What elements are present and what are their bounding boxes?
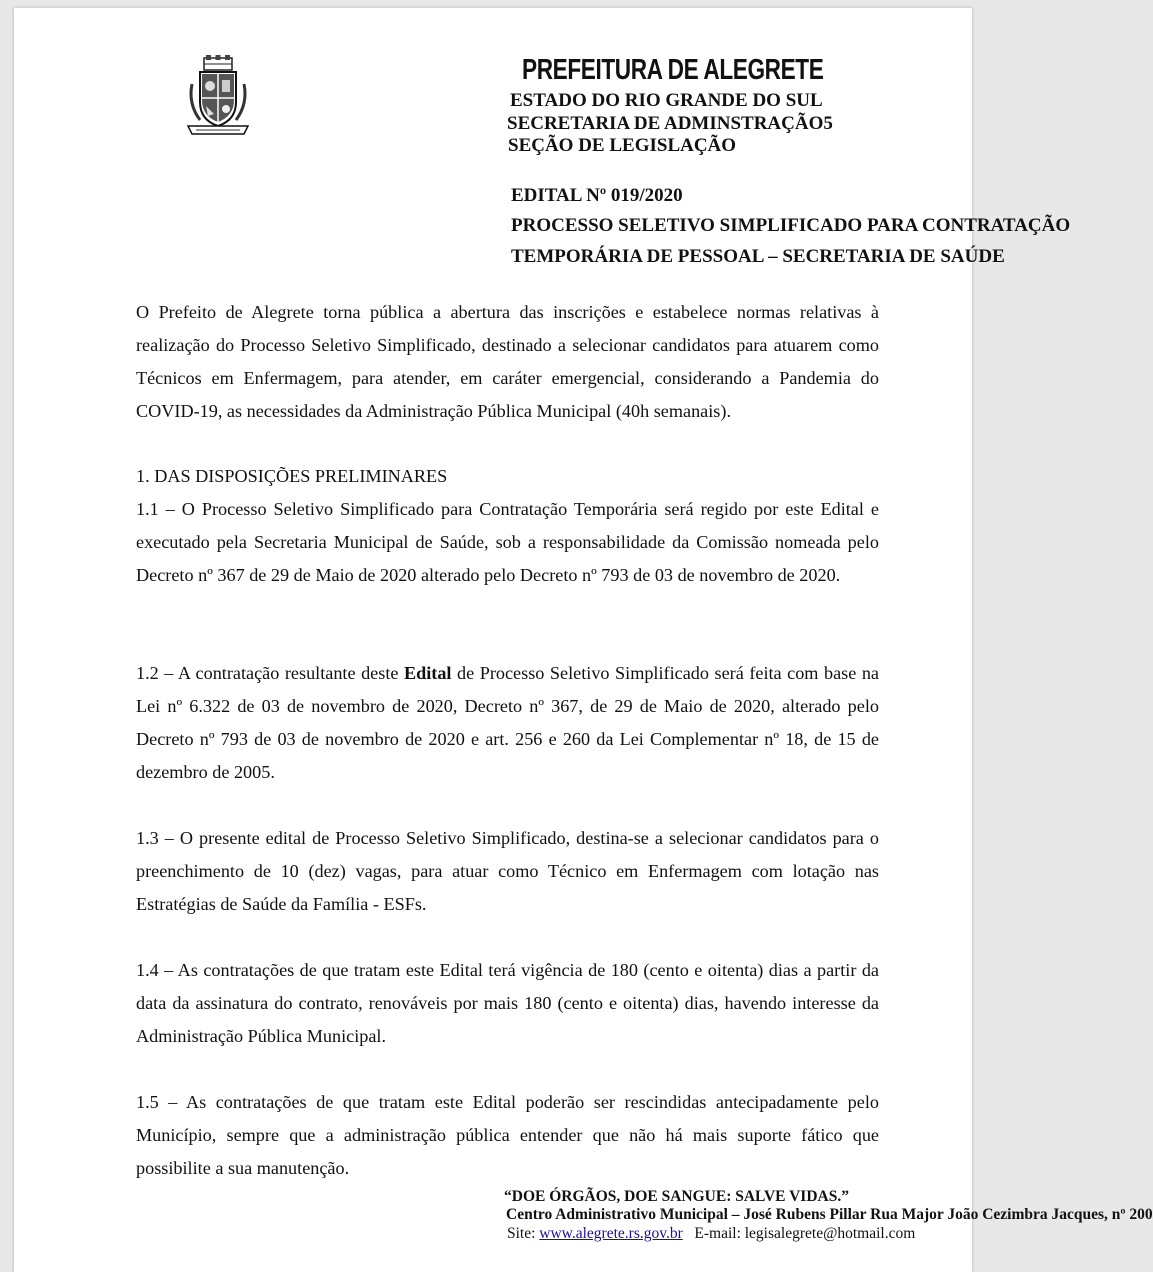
footer-site-link[interactable]: www.alegrete.rs.gov.br [539, 1225, 683, 1242]
paragraph-1-3: 1.3 – O presente edital de Processo Seletivo Simplificado, destina-se a selecionar candidatos para o preenchimento de 10 (dez) vagas, para atuar como Técnico em Enfermagem com lotação nas Estratégias de Saúde da Família - ESFs. [136, 828, 879, 914]
paragraph-1-2-bold: Edital [403, 663, 452, 683]
paragraph-1-4: 1.4 – As contratações de que tratam este Edital terá vigência de 180 (cento e oitenta) dias a partir da data da assinatura do contrato, renováveis por mais 180 (cento e oitenta) dias, havendo interesse da Administração Pública Municipal. [136, 960, 879, 1046]
coat-of-arms-icon [182, 54, 254, 138]
paragraph-1-2 [136, 657, 879, 789]
intro-paragraph: O Prefeito de Alegrete torna pública a abertura das inscrições e estabelece normas relativas à realização do Processo Seletivo Simplificado, destinado a selecionar candidatos para atuarem como Técnicos em Enfermagem, para atender, em caráter emergencial, considerando a Pandemia do COVID-19, as necessidades da Administração Pública Municipal (40h semanais). [136, 302, 879, 421]
paragraph-1-5: 1.5 – As contratações de que tratam este Edital poderão ser rescindidas antecipadamente pelo Município, sempre que a administração pública entender que não há mais suporte fático que possibilite a sua manutenção. [136, 1092, 879, 1178]
paragraph-1-2-start: 1.2 – A contratação resultante deste [136, 663, 404, 683]
footer-site-label: Site: [507, 1225, 540, 1242]
section-heading: 1. DAS DISPOSIÇÕES PRELIMINARES [136, 466, 448, 486]
footer-email: E-mail: legisalegrete@hotmail.com [682, 1225, 916, 1242]
paragraph-1-1: 1.1 – O Processo Seletivo Simplificado para Contratação Temporária será regido por este Edital e executado pela Secretaria Municipal de Saúde, sob a responsabilidade da Comissão nomeada pelo Decreto nº 367 de 29 de Maio de 2020 alterado pelo Decreto nº 793 de 03 de novembro de 2020. [136, 499, 879, 585]
document-page: PREFEITURA DE ALEGRETE ESTADO DO RIO GRANDE DO SUL SECRETARIA DE ADMINSTRAÇÃO5 SEÇÃO DE LEGISLAÇÃO EDITAL Nº 019/2020 PROCESSO SELETIVO SIMPLIFICADO PARA CONTRATAÇÃO TEMPORÁRIA DE PESSOAL – SECRETARIA DE SAÚDE O Prefeito de Alegrete torna pública a abertura das inscrições e estabelece normas relativas à realização do Processo Seletivo Simplificado, destinado a selecionar candidatos para atuarem como Técnicos em Enfermagem, para atender, em caráter emergencial, considerando a Pandemia do COVID-19, as necessidades da Administração Pública Municipal (40h semanais). 1. DAS DISPOSIÇÕES PRELIMINARES 1.1 – O Processo Seletivo Simplificado para Contratação Temporária será regido por este Edital e executado pela Secretaria Municipal de Saúde, sob a responsabilidade da Comissão nomeada pelo Decreto nº 367 de 29 de Maio de 2020 alterado pelo Decreto nº 793 de 03 de novembro de 2020. 1.2 – A contratação resultante deste Edital de Processo Seletivo Simplificado será feita com base na Lei nº 6.322 de 03 de novembro de 2020, Decreto nº 367, de 29 de Maio de 2020, alterado pelo Decreto nº 793 de 03 de novembro de 2020 e art. 256 e 260 da Lei Complementar nº 18, de 15 de dezembro de 2005. 1.3 – O presente edital de Processo Seletivo Simplificado, destina-se a selecionar candidatos para o preenchimento de 10 (dez) vagas, para atuar como Técnico em Enfermagem com lotação nas Estratégias de Saúde da Família - ESFs. 1.4 – As contratações de que tratam este Edital terá vigência de 180 (cento e oitenta) dias a partir da data da assinatura do contrato, renováveis por mais 180 (cento e oitenta) dias, havendo interesse da Administração Pública Municipal. 1.5 – As contratações de que tratam este Edital poderão ser rescindidas antecipadamente pelo Município, sempre que a administração pública entender que não há mais suporte fático que possibilite a sua manutenção. “DOE ÓRGÃOS, DOE SANGUE: SALVE VIDAS.” Centro Administrativo Municipal – José Rubens Pillar Rua Major João Cezimbra Jacques, nº 200 Site: www.alegrete.rs.gov.br E-mail: legisalegrete@hotmail.com [14, 8, 972, 1272]
paragraph-1-2-rest: de Processo Seletivo Simplificado será feita com base na Lei nº 6.322 de 03 de novembro de 2020, Decreto nº 367, de 29 de Maio de 2020, alterado pelo Decreto nº 793 de 03 de novembro de 2020 e art. 256 e 260 da Lei Complementar nº 18, de 15 de dezembro de 2005. [136, 663, 879, 782]
